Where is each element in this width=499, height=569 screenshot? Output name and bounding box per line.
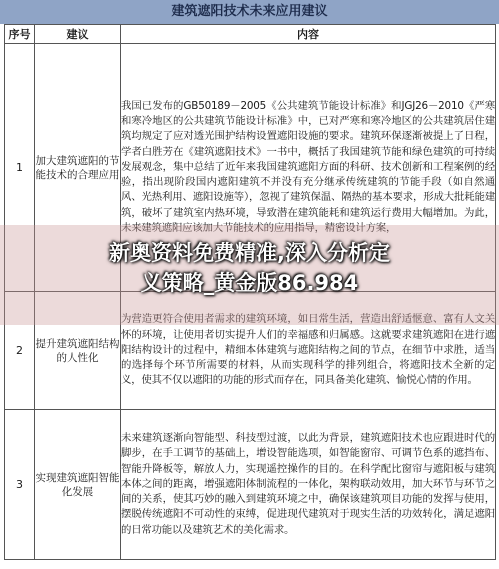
row-index: 1 [5, 44, 35, 292]
overlay-line-1: 新奥资料免费精准,深入分析定 [109, 241, 390, 265]
row-content: 我国已发布的GB50189－2005《公共建筑节能设计标准》和JGJ26－2010《严寒和寒冷地区的公共建筑节能设计标准》中，已对严寒和寒冷地区的公共建筑居住建筑均规定了应对透光围护结构设置遮阳设施的要求。建筑环保逐渐被提上了日程，学者白胜芳在《建筑遮阳技术》一书中，概括了我国建筑节能和绿色建筑的可持续发展观念，集中总结了近年来我国建筑遮阳方面的科研、技术创新和工程案例的经验，指出现阶段国内遮阳建筑不并没有充分继承传统建筑的节能手段（如自然通风、光热利用、遮阳设施等），忽视了建筑保温、隔热的基本要求，形成大批耗能建筑，破坏了建筑室内热环境，导致潜在建筑能耗和建筑运行费用大幅增加。为此，未来建筑遮阳应该加大节能技术的应用指导，精密设计方案， [121, 44, 496, 292]
row-index: 2 [5, 292, 35, 410]
overlay-line-2: 义策略_黄金版86.984 [140, 271, 359, 295]
row-suggestion: 实现建筑遮阳智能化发展 [35, 410, 121, 560]
row-index: 3 [5, 410, 35, 560]
row-content: 为营造更符合使用者需求的建筑环境，如日常生活，营造出舒适惬意、富有人文关怀的环境，让使用者切实提升人们的幸福感和归属感。这就要求建筑遮阳在进行遮阳结构设计的过程中，精细本体建筑与遮阳结构之间的节点，在细节中求胜，适当的选择每个环节所需要的材料，从而实现科学的排列组合，将遮阳技术全新的定义，使其不仅以遮阳的功能的形式而存在，同具备美化建筑、愉悦心情的作用。 [121, 292, 496, 410]
table-title: 建筑遮阳技术未来应用建议 [0, 0, 499, 24]
table-header-row [5, 25, 496, 44]
header-suggestion: 建议 [35, 25, 121, 44]
overlay-headline [0, 238, 499, 298]
header-content: 内容 [121, 25, 496, 44]
row-suggestion: 加大建筑遮阳的节能技术的合理应用 [35, 44, 121, 292]
row-content: 未来建筑逐渐向智能型、科技型过渡，以此为背景，建筑遮阳技术也应跟进时代的脚步，在手工调节的基础上，增设智能选项，如智能窗帘、可调节色系的遮挡布、智能升降板等，解放人力，实现遥控操作的目的。在科学配比窗帘与遮阳板与建筑本体之间的距离，增强遮阳体制流程的一体化，架构联动效用，加大环节与环节之间的关系，使其巧妙的融入到建筑环境之中，确保该建筑项目功能的发挥与使用，摆脱传统遮阳不可动性的束缚，促进现代建筑对于现实生活的功效转化，满足遮阳的日常功能以及建筑艺术的美化需求。 [121, 410, 496, 560]
header-index: 序号 [5, 25, 35, 44]
table-row [5, 410, 496, 560]
row-suggestion: 提升建筑遮阳结构的人性化 [35, 292, 121, 410]
